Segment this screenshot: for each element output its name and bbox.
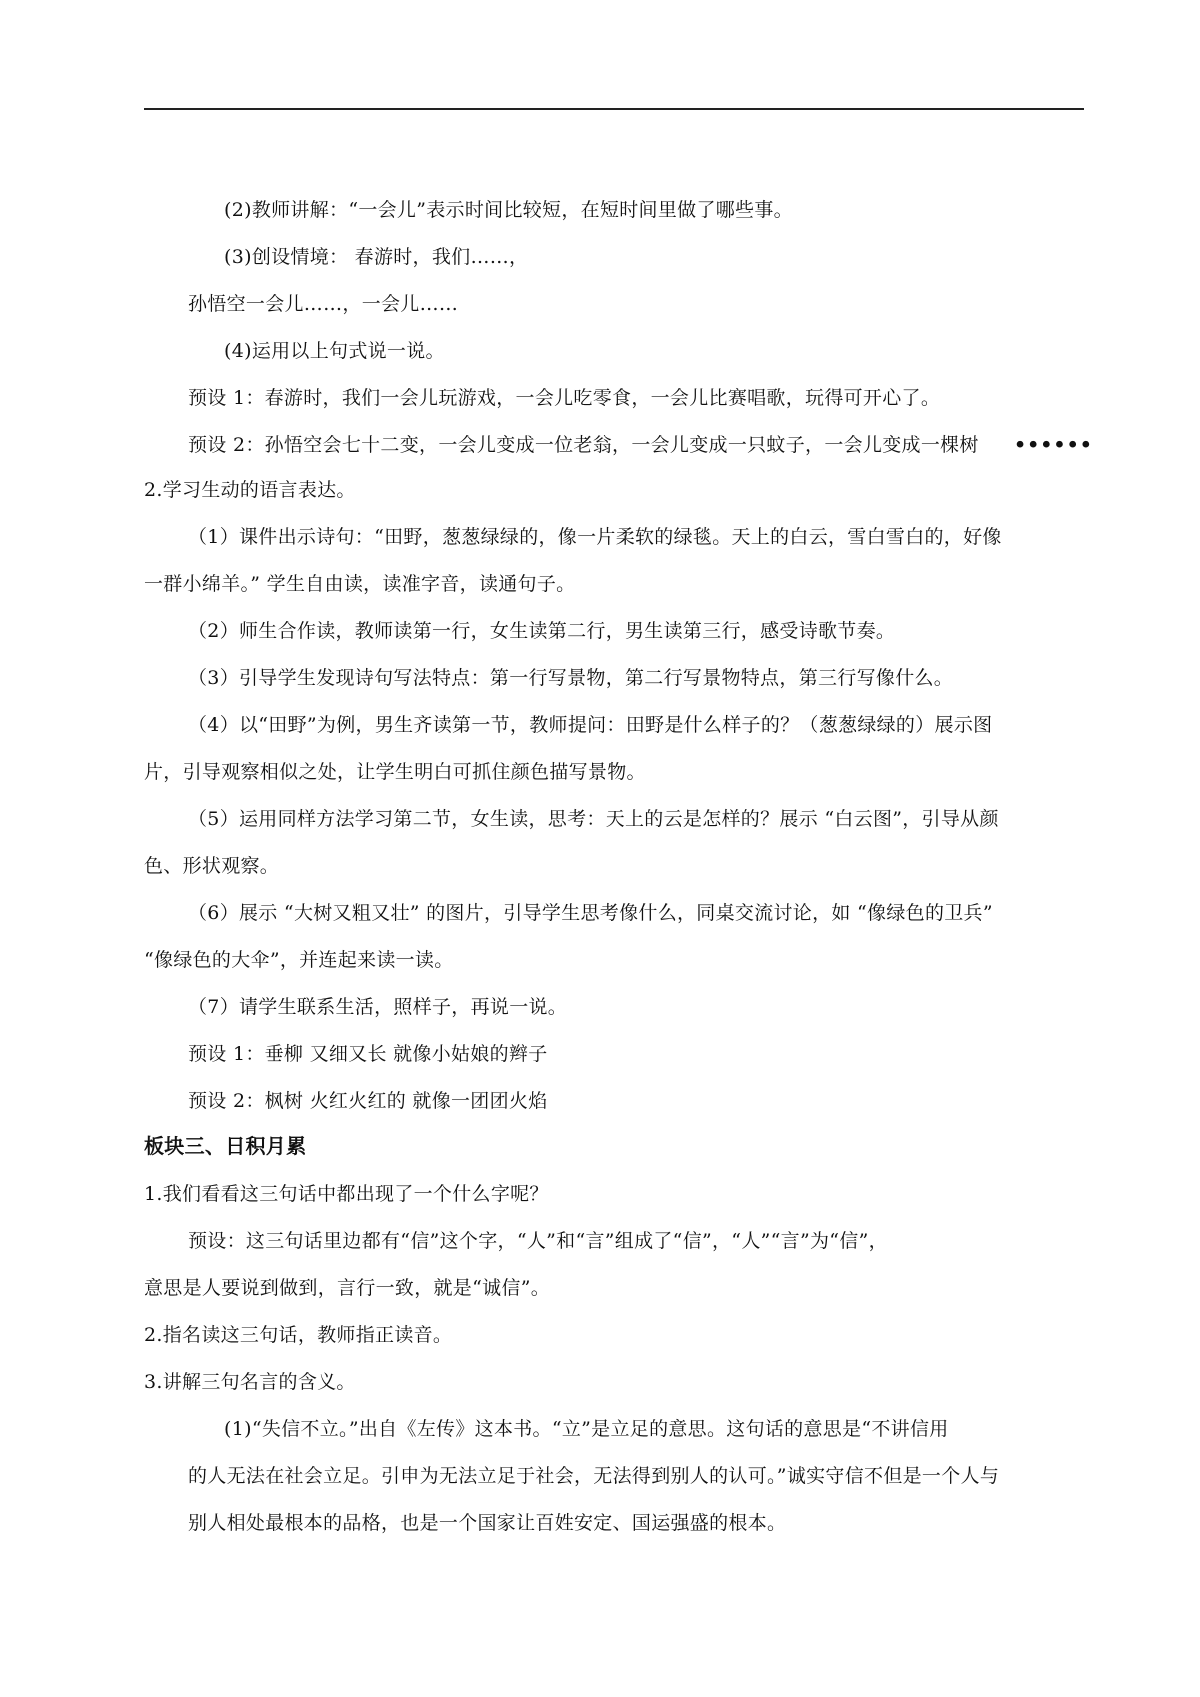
para-line: （3）引导学生发现诗句写法特点：第一行写景物，第二行写景物特点，第三行写像什么。 [188, 667, 954, 689]
para-line: （6）展示 “大树又粗又壮” 的图片，引导学生思考像什么，同桌交流讨论，如 “像绿色的卫兵” [188, 902, 993, 924]
para-line: 1.我们看看这三句话中都出现了一个什么字呢？ [144, 1183, 549, 1205]
para-line: 2.指名读这三句话，教师指正读音。 [144, 1324, 453, 1346]
para-line: 片，引导观察相似之处，让学生明白可抓住颜色描写景物。 [144, 761, 646, 783]
para-line: 预设 2：孙悟空会七十二变，一会儿变成一位老翁，一会儿变成一只蚊子，一会儿变成一棵树 [188, 434, 979, 456]
para-line: 色、形状观察。 [144, 855, 280, 877]
para-line: 2.学习生动的语言表达。 [144, 479, 356, 501]
header-rule [144, 108, 1084, 110]
para-line: 别人相处最根本的品格，也是一个国家让百姓安定、国运强盛的根本。 [188, 1512, 787, 1534]
para-line: 意思是人要说到做到，言行一致，就是“诚信”。 [144, 1277, 551, 1299]
para-line: (2)教师讲解：“一会儿”表示时间比较短，在短时间里做了哪些事。 [224, 199, 793, 221]
para-line: （5）运用同样方法学习第二节，女生读，思考：天上的云是怎样的？展示 “白云图”，引导从颜 [188, 808, 999, 830]
ellipsis-dots: •••••• [1014, 434, 1093, 456]
para-line: 的人无法在社会立足。引申为无法立足于社会，无法得到别人的认可。”诚实守信不但是一个人与 [188, 1465, 1000, 1487]
para-line: （7）请学生联系生活，照样子，再说一说。 [188, 996, 568, 1018]
section-heading: 板块三、日积月累 [144, 1134, 307, 1158]
para-line: 预设 1：垂柳 又细又长 就像小姑娘的辫子 [188, 1043, 548, 1065]
para-line: （2）师生合作读，教师读第一行，女生读第二行，男生读第三行，感受诗歌节奏。 [188, 620, 896, 642]
para-line: 一群小绵羊。” 学生自由读，读准字音，读通句子。 [144, 573, 576, 595]
para-line: 孙悟空一会儿……，一会儿…… [188, 293, 459, 315]
para-line: 预设：这三句话里边都有“信”这个字，“人”和“言”组成了“信”，“人”“言”为“信”， [188, 1230, 888, 1252]
para-line: (1)“失信不立。”出自《左传》这本书。“立”是立足的意思。这句话的意思是“不讲信用 [224, 1418, 949, 1440]
para-line: 3.讲解三句名言的含义。 [144, 1371, 356, 1393]
para-line: “像绿色的大伞”，并连起来读一读。 [144, 949, 454, 971]
para-line: (4)运用以上句式说一说。 [224, 340, 445, 362]
para-line: 预设 1：春游时，我们一会儿玩游戏，一会儿吃零食，一会儿比赛唱歌，玩得可开心了。 [188, 387, 941, 409]
para-line: 预设 2：枫树 火红火红的 就像一团团火焰 [188, 1090, 548, 1112]
para-line: （1）课件出示诗句：“田野，葱葱绿绿的，像一片柔软的绿毯。天上的白云，雪白雪白的，好像 [188, 526, 1002, 548]
para-line: （4）以“田野”为例，男生齐读第一节，教师提问：田野是什么样子的？（葱葱绿绿的）展示图 [188, 714, 993, 736]
para-line: (3)创设情境： 春游时，我们……， [224, 246, 529, 268]
